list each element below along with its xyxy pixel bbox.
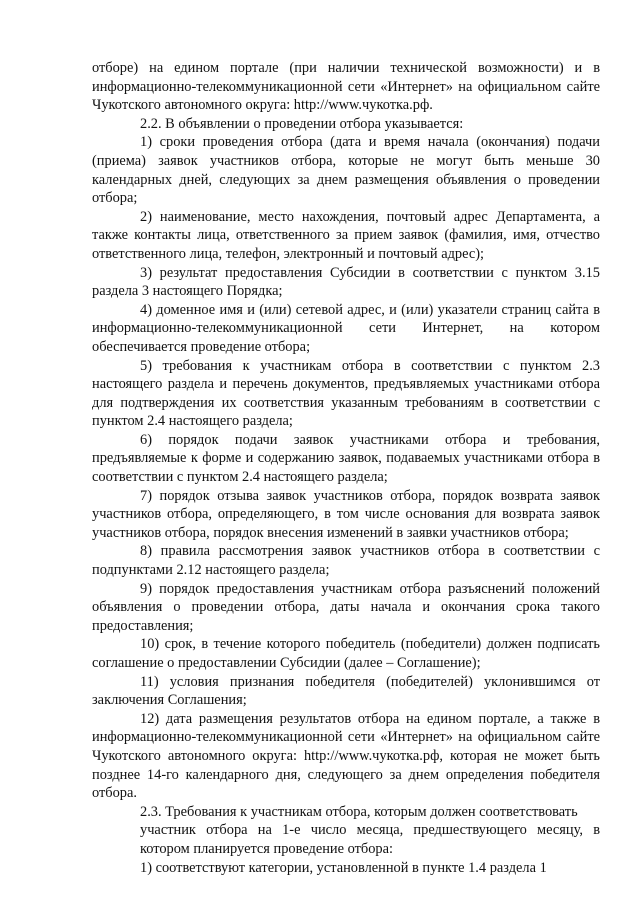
paragraph-item-4: 4) доменное имя и (или) сетевой адрес, и (или) указатели страниц сайта в информационно-телекоммуникационной сети Интернет, на котором обеспечивается проведение отбора;	[92, 301, 600, 355]
paragraph-item-8: 8) правила рассмотрения заявок участников отбора в соответствии с подпунктами 2.12 настоящего раздела;	[92, 543, 600, 579]
paragraph-item-3: 3) результат предоставления Субсидии в соответствии с пунктом 3.15 раздела 3 настоящего Порядка;	[92, 264, 600, 300]
paragraph-2-3-heading: 2.3. Требования к участникам отбора, которым должен соответствовать	[140, 803, 578, 820]
paragraph-item-7: 7) порядок отзыва заявок участников отбора, порядок возврата заявок участников отбора, определяющего, в том числе основания для возврата заявок участников отбора, порядок внесения изменений в заявки участников отбора;	[92, 487, 600, 541]
paragraph-item-10: 10) срок, в течение которого победитель (победители) должен подписать соглашение о предоставлении Субсидии (далее – Соглашение);	[92, 636, 600, 671]
paragraph-2-3-continuation: участник отбора на 1-е число месяца, предшествующего месяцу, в котором планируется проведение отбора:	[140, 822, 600, 857]
paragraph-item-5: 5) требования к участникам отбора в соответствии с пунктом 2.3 настоящего раздела и перечень документов, предъявляемых участниками отбора для подтверждения их соответствия указанным требованиям в соответствии с пунктом 2.4 настоящего раздела;	[92, 357, 600, 430]
paragraph-2-2-heading: 2.2. В объявлении о проведении отбора указывается:	[140, 115, 464, 132]
paragraph-item-12: 12) дата размещения результатов отбора на едином портале, а также в информационно-телекоммуникационной сети «Интернет» на официальном сайте Чукотского автономного округа: http://www.чукотка.рф, которая не может быть позднее 14-го календарного дня, следующего за днем определения победителя отбора.	[92, 710, 600, 802]
paragraph-item-9: 9) порядок предоставления участникам отбора разъяснений положений объявления о проведении отбора, даты начала и окончания срока такого предоставления;	[92, 580, 600, 634]
paragraph-2-3-item-1: 1) соответствуют категории, установленной в пункте 1.4 раздела 1	[140, 859, 547, 876]
paragraph-item-2: 2) наименование, место нахождения, почтовый адрес Департамента, а также контакты лица, ответственного за прием заявок (фамилия, имя, отчество ответственного лица, телефон, электронный и почтовый адрес);	[92, 208, 600, 262]
paragraph-item-1: 1) сроки проведения отбора (дата и время начала (окончания) подачи (приема) заявок участников отбора, которые не могут быть меньше 30 календарных дней, следующих за днем размещения объявления о проведении отбора;	[92, 134, 600, 207]
document-page	[92, 59, 600, 877]
paragraph-continuation: отборе) на едином портале (при наличии технической возможности) и в информационно-телекоммуникационной сети «Интернет» на официальном сайте Чукотского автономного округа: http://www.чукотка.рф.	[92, 60, 600, 114]
paragraph-item-11: 11) условия признания победителя (победителей) уклонившимся от заключения Соглашения;	[92, 673, 600, 709]
paragraph-item-6: 6) порядок подачи заявок участниками отбора и требования, предъявляемые к форме и содержанию заявок, подаваемых участниками отбора в соответствии с пунктом 2.4 настоящего раздела;	[92, 431, 600, 486]
